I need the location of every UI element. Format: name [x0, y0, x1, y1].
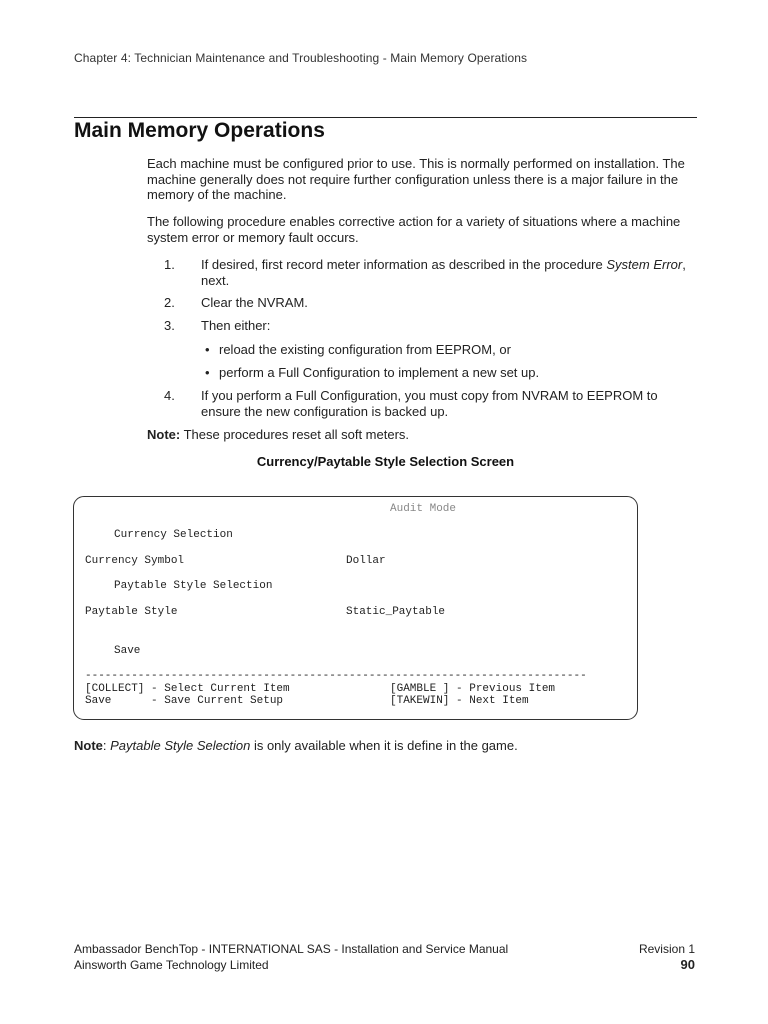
currency-symbol-value: Dollar — [346, 555, 386, 567]
page-number: 90 — [680, 957, 695, 972]
step-text: Clear the NVRAM. — [201, 295, 308, 310]
step-number: 3. — [164, 318, 175, 333]
paytable-style-label: Paytable Style — [85, 606, 178, 618]
figure-caption: Currency/Paytable Style Selection Screen — [256, 454, 515, 469]
procedure-paragraph: The following procedure enables corrective action for a variety of situations where a machine system error or memory fault occurs. — [147, 214, 681, 245]
procedure-reference: System Error — [606, 257, 683, 272]
currency-symbol-label: Currency Symbol — [85, 555, 185, 567]
screen-divider: ---------------------------------------------------------------------------- — [85, 670, 587, 682]
step-number: 2. — [164, 295, 175, 310]
help-takewin: [TAKEWIN] - Next Item — [390, 695, 529, 707]
note-soft-meters: Note: These procedures reset all soft meters. — [147, 427, 410, 442]
step-text: If you perform a Full Configuration, you must copy from NVRAM to EEPROM to ensure the new configuration is backed up. — [201, 388, 658, 419]
header-rule — [74, 117, 697, 118]
section-title: Main Memory Operations — [74, 119, 325, 142]
chapter-header: Chapter 4: Technician Maintenance and Troubleshooting - Main Memory Operations — [74, 51, 528, 65]
note-label: Note — [74, 738, 103, 753]
help-gamble: [GAMBLE ] - Previous Item — [390, 683, 556, 695]
screen-mode-title: Audit Mode — [390, 503, 457, 515]
footer-company: Ainsworth Game Technology Limited — [74, 958, 269, 972]
note-paytable-availability: Note: Paytable Style Selection is only available when it is define in the game. — [74, 738, 518, 753]
bullet-icon: • — [205, 342, 210, 357]
paytable-style-value: Static_Paytable — [346, 606, 446, 618]
intro-paragraph: Each machine must be configured prior to use. This is normally performed on installation. The machine generally does not require further configuration unless there is a major failure in the memory of the machine. — [147, 156, 685, 202]
footer-revision: Revision 1 — [638, 942, 695, 956]
step-text: If desired, first record meter information as described in the procedure System Error, next. — [201, 257, 686, 288]
step-number: 4. — [164, 388, 175, 403]
step-number: 1. — [164, 257, 175, 272]
help-collect: [COLLECT] - Select Current Item — [85, 683, 290, 695]
help-save: Save - Save Current Setup — [85, 695, 284, 707]
currency-selection-heading: Currency Selection — [114, 529, 233, 541]
paytable-style-heading: Paytable Style Selection — [114, 580, 273, 592]
footer-manual-title: Ambassador BenchTop - INTERNATIONAL SAS - Installation and Service Manual — [74, 942, 509, 956]
save-item: Save — [114, 645, 141, 657]
bullet-icon: • — [205, 365, 210, 380]
note-label: Note: — [147, 427, 181, 442]
step-text: Then either: — [201, 318, 271, 333]
note-italic-term: Paytable Style Selection — [110, 738, 251, 753]
